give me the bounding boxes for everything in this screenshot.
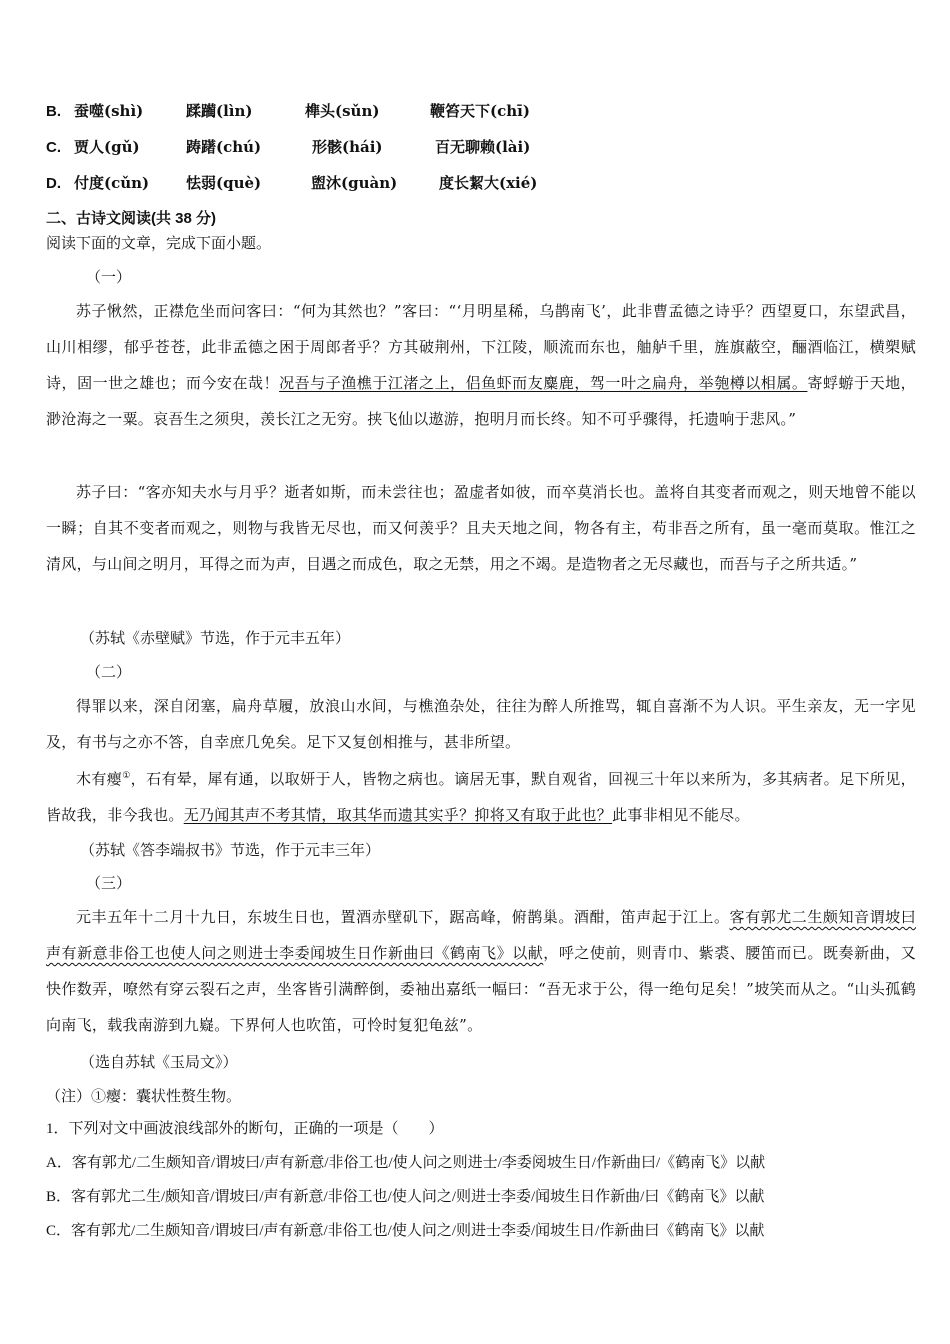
- question-stem: 1．下列对文中画波浪线部外的断句，正确的一项是（ ）: [46, 1121, 444, 1137]
- footnote-marker: ①: [122, 771, 131, 781]
- paragraph-text: ，石有晕，犀有通，以取妍于人，皆物之病也。谪居无事，默自观省，回视三十年以来所为，多其病者。足下所见，皆故我，非今我也。: [46, 770, 916, 824]
- footnote: （注）①瘿：囊状性赘生物。: [46, 1087, 242, 1105]
- option-label: B.: [46, 103, 61, 120]
- option-item: 百无聊赖(lài): [435, 138, 531, 156]
- passage-number: （一）: [86, 268, 132, 286]
- paragraph-text: 此事非相见不能尽。: [612, 806, 750, 824]
- option-item: 踌躇(chú): [186, 138, 262, 156]
- section-heading: 二、古诗文阅读(共 38 分): [46, 210, 217, 227]
- passage-number: （三）: [86, 874, 132, 892]
- passage-paragraph: 得罪以来，深自闭塞，扁舟草履，放浪山水间，与樵渔杂处，往往为醉人所推骂，辄自喜渐不为人识。平生亲友，无一字见及，有书与之亦不答，自幸庶几免矣。足下又复创相推与，甚非所望。: [46, 697, 916, 751]
- option-label: D.: [46, 175, 61, 192]
- option-item: 蹂躏(lìn): [186, 102, 253, 120]
- underlined-sentence: 况吾与子渔樵于江渚之上，侣鱼虾而友麋鹿，驾一叶之扁舟，举匏樽以相属。: [279, 374, 808, 392]
- passage-source: （苏轼《赤壁赋》节选，作于元丰五年）: [80, 629, 351, 647]
- wavy-underlined-sentence: 客有郭尤二生颇知音谓坡曰声有新意非俗工也使人问之则进士李委闻坡生日作新曲曰《鹤南飞》以献: [46, 908, 916, 962]
- paragraph-text: ，呼之使前，则青巾、紫裘、腰笛而已。既奏新曲，又快作数弄，嘹然有穿云裂石之声，坐客皆引满醉倒，委袖出嘉纸一幅曰：“吾无求于公，得一绝句足矣！”坡笑而从之。“山头孤鹤向南飞，载我南游到九嶷。下界何人也吹笛，可怜时复犯龟兹”。: [46, 944, 916, 1034]
- paragraph-text: 木有瘿: [76, 770, 123, 788]
- option-item: 形骸(hái): [312, 138, 383, 156]
- option-item: 榫头(sǔn): [305, 102, 380, 120]
- paragraph-text: 元丰五年十二月十九日，东坡生日也，置酒赤壁矶下，踞高峰，俯鹊巢。酒酣，笛声起于江上。: [76, 908, 730, 926]
- option-item: 怯弱(què): [186, 174, 262, 192]
- passage-source: （选自苏轼《玉局文》）: [80, 1053, 238, 1071]
- section-instruction: 阅读下面的文章，完成下面小题。: [46, 234, 272, 252]
- option-item: 付度(cǔn): [74, 174, 150, 192]
- paragraph-text: 苏子愀然，正襟危坐而问客曰：“何为其然也？”客曰：“‘月明星稀，乌鹊南飞’，此非曹孟德之诗乎？西望夏口，东望武昌，山川相缪，郁乎苍苍，此非孟德之困于周郎者乎？方其破荆州，下江陵，顺流而东也，舳舻千里，旌旗蔽空，酾酒临江，横槊赋诗，固一世之雄也；而今安在哉！: [46, 302, 916, 392]
- passage-number: （二）: [86, 663, 132, 681]
- option-row-b: [46, 101, 920, 122]
- passage-paragraph: [46, 293, 916, 437]
- underlined-sentence: 无乃闻其声不考其情，取其华而遗其实乎？抑将又有取于此也？: [183, 806, 613, 824]
- option-item: 蚕噬(shì): [74, 102, 144, 120]
- answer-option-a[interactable]: A．客有郭尤/二生颇知音/谓坡曰/声有新意/非俗工也/使人问之则进士/李委阅坡生日/作新曲曰/《鹤南飞》以献: [46, 1155, 766, 1171]
- paragraph-text: 寄蜉蝣于天地，渺沧海之一粟。哀吾生之须臾，羡长江之无穷。挟飞仙以遨游，抱明月而长终。知不可乎骤得，托遗响于悲风。”: [46, 374, 916, 428]
- passage-paragraph: [46, 761, 916, 833]
- passage-paragraph: [46, 899, 916, 1043]
- passage-source: （苏轼《答李端叔书》节选，作于元丰三年）: [80, 841, 381, 859]
- passage-paragraph: 苏子曰：“客亦知夫水与月乎？逝者如斯，而未尝往也；盈虚者如彼，而卒莫消长也。盖将自其变者而观之，则天地曾不能以一瞬；自其不变者而观之，则物与我皆无尽也，而又何羡乎？且夫天地之间，物各有主，苟非吾之所有，虽一毫而莫取。惟江之清风，与山间之明月，耳得之而为声，目遇之而成色，取之无禁，用之不竭。是造物者之无尽藏也，而吾与子之所共适。”: [46, 483, 916, 573]
- option-item: 贾人(gǔ): [74, 138, 140, 156]
- option-item: 鞭笞天下(chī): [430, 102, 530, 120]
- option-item: 盥沐(guàn): [311, 174, 398, 192]
- answer-option-c[interactable]: C．客有郭尤/二生颇知音/谓坡曰/声有新意/非俗工也/使人问之/则进士李委/闻坡生日/作新曲曰《鹤南飞》以献: [46, 1223, 765, 1239]
- answer-option-b[interactable]: B．客有郭尤二生/颇知音/谓坡曰/声有新意/非俗工也/使人问之/则进士李委/闻坡生日作新曲/曰《鹤南飞》以献: [46, 1189, 765, 1205]
- option-label: C.: [46, 139, 61, 156]
- option-item: 度长絜大(xié): [439, 174, 538, 192]
- option-row-c: [46, 137, 920, 158]
- option-row-d: [46, 173, 920, 194]
